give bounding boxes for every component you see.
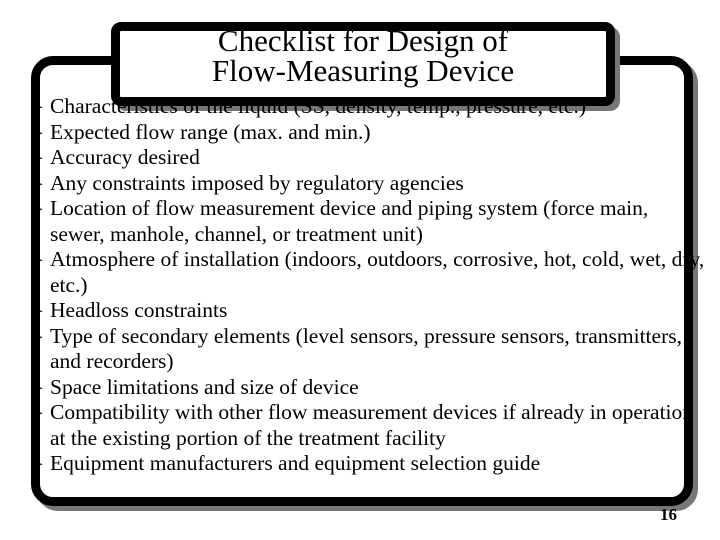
checklist [31,94,706,477]
arrow-bullet-icon: ➢ [31,378,44,397]
list-item: ➢ Equipment manufacturers and equipment selection guide [31,451,541,475]
list-item: ➢ Accuracy desired [31,145,200,169]
list-item: ➢ Type of secondary elements (level sensors, pressure sensors, transmitters, and recorders) [31,323,682,373]
list-item: ➢ Compatibility with other flow measurement devices if already in operation at the existing portion of the treatment facility [31,400,694,450]
arrow-bullet-icon: ➢ [31,200,44,218]
arrow-bullet-icon: ➢ [31,302,44,320]
list-item: ➢ Expected flow range (max. and min.) [31,119,371,144]
page-number: 16 [660,505,677,524]
slide-title [111,23,615,88]
list-item: ➢ Headloss constraints [31,298,228,322]
arrow-bullet-icon: ➢ [31,251,44,269]
list-item: ➢ Space limitations and size of device [31,374,359,399]
title-line-2: Flow-Measuring Device [211,53,515,88]
list-item: ➢ Atmosphere of installation (indoors, outdoors, corrosive, hot, cold, wet, dry, etc.) [31,247,705,297]
arrow-bullet-icon: ➢ [31,455,44,473]
arrow-bullet-icon: ➢ [31,149,44,167]
arrow-bullet-icon: ➢ [31,174,44,193]
list-item: ➢ Characteristics of the liquid (SS, density, temp., pressure, etc.) [31,94,586,118]
arrow-bullet-icon: ➢ [31,123,44,142]
title-line-1: Checklist for Design of [217,23,509,58]
list-item: ➢ Any constraints imposed by regulatory agencies [31,170,464,195]
arrow-bullet-icon: ➢ [31,404,44,422]
arrow-bullet-icon: ➢ [31,98,44,116]
list-item: ➢ Location of flow measurement device and piping system (force main, sewer, manhole, channel, or treatment unit) [31,196,649,246]
arrow-bullet-icon: ➢ [31,327,44,346]
